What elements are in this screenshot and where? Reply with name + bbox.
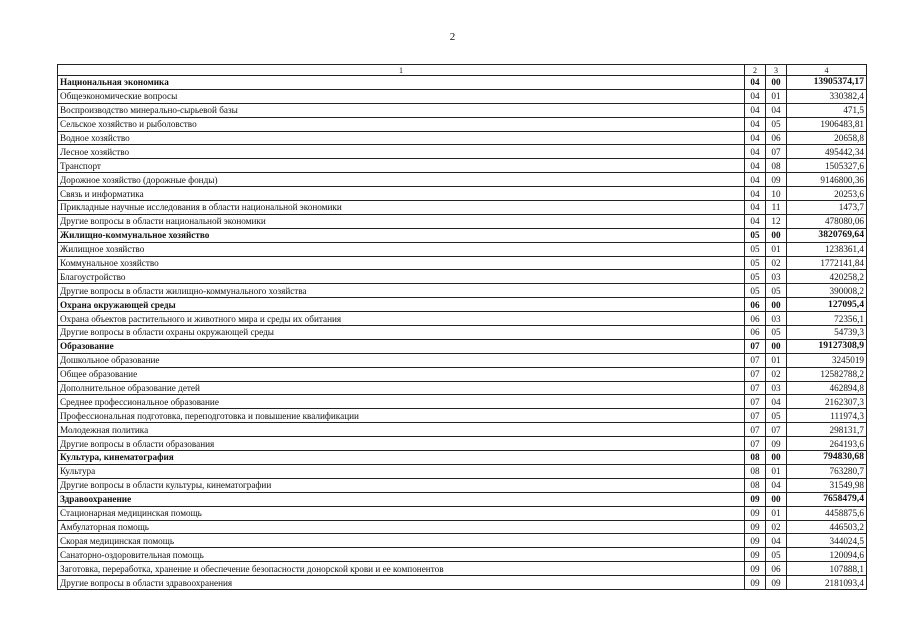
row-section-code-cell: 05: [745, 270, 766, 284]
row-section-code-cell: 04: [745, 214, 766, 228]
table-row: [58, 103, 867, 117]
row-amount-cell: 20253,6: [787, 187, 867, 201]
row-amount-cell: 12582788,2: [787, 367, 867, 381]
row-name-cell: Санаторно-оздоровительная помощь: [58, 548, 745, 562]
table-row: [58, 270, 867, 284]
row-section-code-cell: 08: [745, 478, 766, 492]
row-name-cell: Лесное хозяйство: [58, 145, 745, 159]
row-name-cell: Другие вопросы в области охраны окружающей среды: [58, 326, 745, 340]
row-section-code-cell: 04: [745, 89, 766, 103]
row-name-cell: Заготовка, переработка, хранение и обеспечение безопасности донорской крови и ее компонентов: [58, 562, 745, 576]
row-name-cell: Другие вопросы в области культуры, кинематографии: [58, 478, 745, 492]
row-section-code-cell: 04: [745, 117, 766, 131]
row-section-code-cell: 09: [745, 520, 766, 534]
row-section-code-cell: 09: [745, 548, 766, 562]
row-subsection-code-cell: 06: [766, 562, 787, 576]
row-section-code-cell: 09: [745, 562, 766, 576]
row-amount-cell: 478080,06: [787, 214, 867, 228]
row-name-cell: Дошкольное образование: [58, 353, 745, 367]
row-amount-cell: 31549,98: [787, 478, 867, 492]
table-row: [58, 284, 867, 298]
row-section-code-cell: 04: [745, 201, 766, 215]
row-amount-cell: 20658,8: [787, 131, 867, 145]
row-name-cell: Культура, кинематография: [58, 451, 745, 465]
row-subsection-code-cell: 09: [766, 576, 787, 590]
row-name-cell: Культура: [58, 464, 745, 478]
row-amount-cell: 1772141,84: [787, 256, 867, 270]
row-subsection-code-cell: 02: [766, 367, 787, 381]
row-section-code-cell: 05: [745, 242, 766, 256]
row-section-code-cell: 09: [745, 506, 766, 520]
row-amount-cell: 3245019: [787, 353, 867, 367]
header-col-amount: 4: [787, 65, 867, 76]
table-row: [58, 242, 867, 256]
row-name-cell: Здравоохранение: [58, 492, 745, 506]
table-row: [58, 548, 867, 562]
row-amount-cell: 1473,7: [787, 201, 867, 215]
row-amount-cell: 794830,68: [787, 451, 867, 465]
table-row: [58, 145, 867, 159]
row-section-code-cell: 04: [745, 131, 766, 145]
row-subsection-code-cell: 05: [766, 284, 787, 298]
row-name-cell: Охрана окружающей среды: [58, 298, 745, 312]
row-name-cell: Дорожное хозяйство (дорожные фонды): [58, 173, 745, 187]
table-row: [58, 423, 867, 437]
row-subsection-code-cell: 00: [766, 298, 787, 312]
row-section-code-cell: 07: [745, 423, 766, 437]
row-amount-cell: 72356,1: [787, 312, 867, 326]
row-subsection-code-cell: 00: [766, 228, 787, 242]
table-row: [58, 326, 867, 340]
row-amount-cell: 1238361,4: [787, 242, 867, 256]
row-amount-cell: 9146800,36: [787, 173, 867, 187]
section-row: [58, 298, 867, 312]
row-name-cell: Прикладные научные исследования в области национальной экономики: [58, 201, 745, 215]
row-subsection-code-cell: 04: [766, 534, 787, 548]
table-row: [58, 478, 867, 492]
table-row: [58, 214, 867, 228]
row-subsection-code-cell: 00: [766, 492, 787, 506]
row-subsection-code-cell: 02: [766, 256, 787, 270]
row-amount-cell: 298131,7: [787, 423, 867, 437]
table-row: [58, 312, 867, 326]
row-section-code-cell: 09: [745, 534, 766, 548]
budget-table: [57, 64, 867, 590]
row-name-cell: Скорая медицинская помощь: [58, 534, 745, 548]
table-row: [58, 437, 867, 451]
table-row: [58, 117, 867, 131]
row-section-code-cell: 09: [745, 576, 766, 590]
row-name-cell: Другие вопросы в области здравоохранения: [58, 576, 745, 590]
table-row: [58, 395, 867, 409]
row-amount-cell: 1505327,6: [787, 159, 867, 173]
row-subsection-code-cell: 05: [766, 548, 787, 562]
row-subsection-code-cell: 05: [766, 326, 787, 340]
row-subsection-code-cell: 03: [766, 270, 787, 284]
row-subsection-code-cell: 04: [766, 103, 787, 117]
row-name-cell: Коммунальное хозяйство: [58, 256, 745, 270]
row-subsection-code-cell: 08: [766, 159, 787, 173]
row-section-code-cell: 04: [745, 159, 766, 173]
section-row: [58, 76, 867, 90]
row-section-code-cell: 07: [745, 381, 766, 395]
row-name-cell: Другие вопросы в области образования: [58, 437, 745, 451]
row-amount-cell: 107888,1: [787, 562, 867, 576]
row-subsection-code-cell: 00: [766, 339, 787, 353]
row-section-code-cell: 07: [745, 409, 766, 423]
table-row: [58, 367, 867, 381]
table-row: [58, 520, 867, 534]
row-amount-cell: 344024,5: [787, 534, 867, 548]
table-row: [58, 173, 867, 187]
row-subsection-code-cell: 00: [766, 76, 787, 90]
table-row: [58, 506, 867, 520]
table-row: [58, 201, 867, 215]
row-name-cell: Другие вопросы в области жилищно-коммунального хозяйства: [58, 284, 745, 298]
row-amount-cell: 13905374,17: [787, 76, 867, 90]
row-amount-cell: 330382,4: [787, 89, 867, 103]
row-name-cell: Сельское хозяйство и рыболовство: [58, 117, 745, 131]
row-name-cell: Другие вопросы в области национальной экономики: [58, 214, 745, 228]
row-subsection-code-cell: 05: [766, 409, 787, 423]
row-section-code-cell: 04: [745, 145, 766, 159]
row-subsection-code-cell: 06: [766, 131, 787, 145]
row-section-code-cell: 08: [745, 464, 766, 478]
section-row: [58, 339, 867, 353]
row-amount-cell: 446503,2: [787, 520, 867, 534]
row-section-code-cell: 07: [745, 339, 766, 353]
table-row: [58, 409, 867, 423]
row-section-code-cell: 04: [745, 103, 766, 117]
row-subsection-code-cell: 05: [766, 117, 787, 131]
row-name-cell: Охрана объектов растительного и животного мира и среды их обитания: [58, 312, 745, 326]
row-name-cell: Профессиональная подготовка, переподготовка и повышение квалификации: [58, 409, 745, 423]
row-name-cell: Общеэкономические вопросы: [58, 89, 745, 103]
row-section-code-cell: 07: [745, 353, 766, 367]
row-name-cell: Транспорт: [58, 159, 745, 173]
row-subsection-code-cell: 00: [766, 451, 787, 465]
row-name-cell: Молодежная политика: [58, 423, 745, 437]
row-subsection-code-cell: 07: [766, 145, 787, 159]
row-amount-cell: 1906483,81: [787, 117, 867, 131]
row-subsection-code-cell: 11: [766, 201, 787, 215]
row-name-cell: Образование: [58, 339, 745, 353]
row-subsection-code-cell: 12: [766, 214, 787, 228]
row-section-code-cell: 04: [745, 173, 766, 187]
row-amount-cell: 390008,2: [787, 284, 867, 298]
row-amount-cell: 4458875,6: [787, 506, 867, 520]
row-amount-cell: 264193,6: [787, 437, 867, 451]
row-section-code-cell: 07: [745, 367, 766, 381]
row-name-cell: Связь и информатика: [58, 187, 745, 201]
row-name-cell: Жилищно-коммунальное хозяйство: [58, 228, 745, 242]
table-row: [58, 131, 867, 145]
table-row: [58, 256, 867, 270]
row-amount-cell: 495442,34: [787, 145, 867, 159]
page-number: 2: [449, 31, 456, 43]
row-name-cell: Жилищное хозяйство: [58, 242, 745, 256]
row-amount-cell: 3820769,64: [787, 228, 867, 242]
table-row: [58, 159, 867, 173]
row-section-code-cell: 07: [745, 437, 766, 451]
row-name-cell: Общее образование: [58, 367, 745, 381]
row-section-code-cell: 05: [745, 256, 766, 270]
row-section-code-cell: 04: [745, 76, 766, 90]
budget-table-body: [58, 65, 867, 590]
row-subsection-code-cell: 03: [766, 381, 787, 395]
row-subsection-code-cell: 01: [766, 353, 787, 367]
row-subsection-code-cell: 01: [766, 506, 787, 520]
table-row: [58, 89, 867, 103]
table-row: [58, 381, 867, 395]
row-name-cell: Дополнительное образование детей: [58, 381, 745, 395]
row-name-cell: Амбулаторная помощь: [58, 520, 745, 534]
row-amount-cell: 2181093,4: [787, 576, 867, 590]
row-subsection-code-cell: 01: [766, 89, 787, 103]
row-amount-cell: 763280,7: [787, 464, 867, 478]
row-subsection-code-cell: 04: [766, 395, 787, 409]
row-amount-cell: 420258,2: [787, 270, 867, 284]
row-amount-cell: 2162307,3: [787, 395, 867, 409]
row-section-code-cell: 08: [745, 451, 766, 465]
section-row: [58, 451, 867, 465]
row-section-code-cell: 06: [745, 298, 766, 312]
header-col-subsection: 3: [766, 65, 787, 76]
row-section-code-cell: 05: [745, 284, 766, 298]
row-subsection-code-cell: 01: [766, 242, 787, 256]
table-row: [58, 187, 867, 201]
row-name-cell: Благоустройство: [58, 270, 745, 284]
row-amount-cell: 111974,3: [787, 409, 867, 423]
row-section-code-cell: 07: [745, 395, 766, 409]
row-amount-cell: 127095,4: [787, 298, 867, 312]
row-subsection-code-cell: 02: [766, 520, 787, 534]
table-row: [58, 353, 867, 367]
row-subsection-code-cell: 09: [766, 173, 787, 187]
row-subsection-code-cell: 03: [766, 312, 787, 326]
table-header-row: [58, 65, 867, 76]
row-subsection-code-cell: 09: [766, 437, 787, 451]
row-amount-cell: 462894,8: [787, 381, 867, 395]
section-row: [58, 492, 867, 506]
row-section-code-cell: 06: [745, 326, 766, 340]
row-subsection-code-cell: 01: [766, 464, 787, 478]
row-amount-cell: 120094,6: [787, 548, 867, 562]
row-subsection-code-cell: 10: [766, 187, 787, 201]
row-amount-cell: 19127308,9: [787, 339, 867, 353]
table-row: [58, 534, 867, 548]
row-amount-cell: 7658479,4: [787, 492, 867, 506]
row-amount-cell: 471,5: [787, 103, 867, 117]
row-subsection-code-cell: 07: [766, 423, 787, 437]
row-section-code-cell: 04: [745, 187, 766, 201]
row-name-cell: Воспроизводство минерально-сырьевой базы: [58, 103, 745, 117]
row-subsection-code-cell: 04: [766, 478, 787, 492]
table-row: [58, 576, 867, 590]
table-row: [58, 562, 867, 576]
row-section-code-cell: 09: [745, 492, 766, 506]
row-name-cell: Национальная экономика: [58, 76, 745, 90]
row-name-cell: Стационарная медицинская помощь: [58, 506, 745, 520]
header-col-section: 2: [745, 65, 766, 76]
row-name-cell: Водное хозяйство: [58, 131, 745, 145]
row-section-code-cell: 05: [745, 228, 766, 242]
table-row: [58, 464, 867, 478]
row-section-code-cell: 06: [745, 312, 766, 326]
row-amount-cell: 54739,3: [787, 326, 867, 340]
row-name-cell: Среднее профессиональное образование: [58, 395, 745, 409]
header-col-name: 1: [58, 65, 745, 76]
section-row: [58, 228, 867, 242]
